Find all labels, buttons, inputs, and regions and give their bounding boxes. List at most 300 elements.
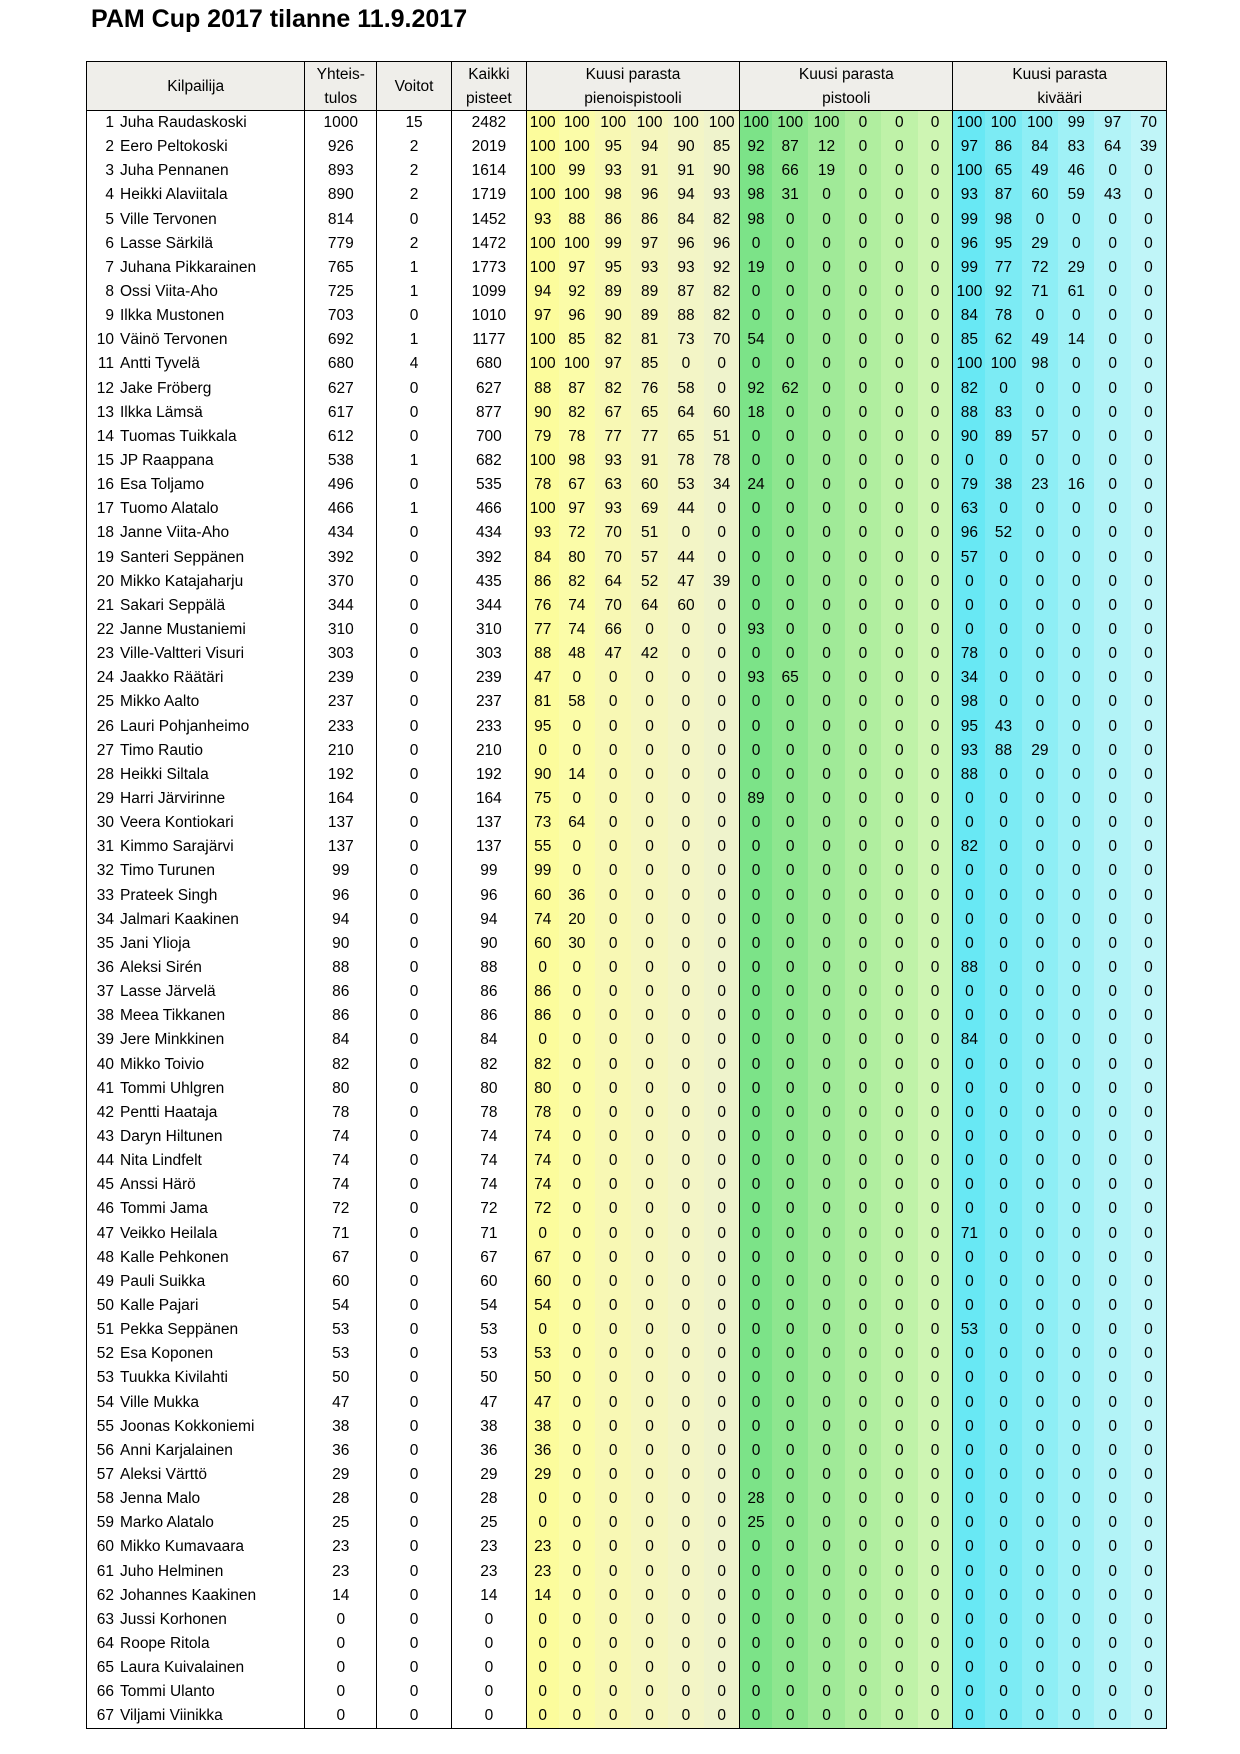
competitor-name: Tommi Uhlgren [120, 1079, 225, 1097]
kivaari-score: 0 [1022, 1415, 1058, 1439]
pienoispistooli-score: 0 [631, 1366, 667, 1390]
wins-cell: 0 [377, 739, 452, 763]
pistooli-score: 0 [918, 1342, 953, 1366]
kivaari-score: 0 [1094, 1439, 1130, 1463]
header-kivaari-line1: Kuusi parasta [953, 62, 1167, 87]
pienoispistooli-score: 0 [704, 1342, 739, 1366]
kivaari-score: 0 [985, 859, 1021, 883]
pienoispistooli-score: 51 [704, 425, 739, 449]
pienoispistooli-score: 100 [526, 183, 558, 207]
pistooli-score: 0 [845, 1704, 881, 1729]
pienoispistooli-score: 0 [631, 1632, 667, 1656]
kivaari-score: 0 [1022, 1656, 1058, 1680]
pienoispistooli-score: 78 [704, 449, 739, 473]
pienoispistooli-score: 36 [559, 884, 595, 908]
kivaari-score: 49 [1022, 159, 1058, 183]
kivaari-score: 88 [985, 739, 1021, 763]
competitor-name: Jake Fröberg [120, 379, 212, 397]
kivaari-score: 0 [1022, 1221, 1058, 1245]
kivaari-score: 0 [1131, 835, 1167, 859]
pistooli-score: 0 [740, 835, 772, 859]
rank-number: 25 [96, 693, 114, 711]
all-points-cell: 0 [451, 1704, 526, 1729]
kivaari-score: 0 [1131, 1028, 1167, 1052]
pienoispistooli-score: 0 [631, 763, 667, 787]
total-score-cell: 893 [305, 159, 377, 183]
pienoispistooli-score: 0 [526, 1511, 558, 1535]
competitor-cell [87, 739, 305, 763]
pienoispistooli-score: 0 [631, 739, 667, 763]
competitor-cell [87, 377, 305, 401]
pienoispistooli-score: 0 [595, 1390, 631, 1414]
pienoispistooli-score: 80 [559, 546, 595, 570]
kivaari-score: 0 [1058, 1463, 1094, 1487]
pistooli-score: 0 [845, 618, 881, 642]
pienoispistooli-score: 60 [526, 1270, 558, 1294]
table-row [87, 1632, 1167, 1656]
pienoispistooli-score: 86 [631, 208, 667, 232]
pistooli-score: 0 [918, 1125, 953, 1149]
pistooli-score: 0 [808, 1559, 844, 1583]
pistooli-score: 0 [918, 1608, 953, 1632]
pistooli-score: 0 [772, 763, 808, 787]
rank-number: 12 [96, 379, 114, 397]
pienoispistooli-score: 0 [631, 1656, 667, 1680]
kivaari-score: 0 [1058, 352, 1094, 376]
pistooli-score: 0 [881, 425, 917, 449]
header-kaikki-pisteet-line2: pisteet [451, 86, 526, 111]
pienoispistooli-score: 47 [595, 642, 631, 666]
pienoispistooli-score: 93 [668, 256, 704, 280]
total-score-cell: 90 [305, 932, 377, 956]
competitor-name: Janne Viita-Aho [120, 524, 230, 542]
total-score-cell: 54 [305, 1294, 377, 1318]
pienoispistooli-score: 0 [704, 1608, 739, 1632]
pistooli-score: 0 [881, 570, 917, 594]
pienoispistooli-score: 20 [559, 908, 595, 932]
kivaari-score: 0 [1094, 328, 1130, 352]
pienoispistooli-score: 100 [559, 135, 595, 159]
kivaari-score: 57 [1022, 425, 1058, 449]
competitor-cell [87, 763, 305, 787]
pistooli-score: 0 [808, 208, 844, 232]
kivaari-score: 86 [985, 135, 1021, 159]
pistooli-score: 0 [772, 1366, 808, 1390]
pistooli-score: 0 [918, 1028, 953, 1052]
kivaari-score: 0 [985, 980, 1021, 1004]
pienoispistooli-score: 92 [704, 256, 739, 280]
pienoispistooli-score: 82 [559, 401, 595, 425]
pienoispistooli-score: 74 [559, 618, 595, 642]
pienoispistooli-score: 67 [559, 473, 595, 497]
all-points-cell: 25 [451, 1511, 526, 1535]
kivaari-score: 0 [1131, 1390, 1167, 1414]
pistooli-score: 0 [881, 1680, 917, 1704]
kivaari-score: 0 [1131, 473, 1167, 497]
rank-number: 3 [105, 162, 114, 180]
pistooli-score: 0 [881, 1197, 917, 1221]
pistooli-score: 0 [772, 908, 808, 932]
total-score-cell: 78 [305, 1101, 377, 1125]
pistooli-score: 0 [881, 1584, 917, 1608]
pistooli-score: 0 [845, 1632, 881, 1656]
total-score-cell: 50 [305, 1366, 377, 1390]
pienoispistooli-score: 0 [704, 1390, 739, 1414]
pistooli-score: 0 [772, 1342, 808, 1366]
all-points-cell: 54 [451, 1294, 526, 1318]
pistooli-score: 0 [740, 1125, 772, 1149]
kivaari-score: 77 [985, 256, 1021, 280]
pienoispistooli-score: 0 [631, 1487, 667, 1511]
pienoispistooli-score: 100 [526, 449, 558, 473]
all-points-cell: 1099 [451, 280, 526, 304]
rank-number: 38 [96, 1007, 114, 1025]
competitor-name: Santeri Seppänen [120, 548, 245, 566]
wins-cell: 4 [377, 352, 452, 376]
pistooli-score: 0 [808, 956, 844, 980]
pistooli-score: 0 [881, 980, 917, 1004]
pistooli-score: 0 [845, 1366, 881, 1390]
pistooli-score: 0 [881, 1173, 917, 1197]
total-score-cell: 303 [305, 642, 377, 666]
kivaari-score: 0 [953, 594, 985, 618]
all-points-cell: 239 [451, 666, 526, 690]
pienoispistooli-score: 0 [704, 1680, 739, 1704]
table-row [87, 1294, 1167, 1318]
pienoispistooli-score: 0 [559, 1608, 595, 1632]
total-score-cell: 1000 [305, 111, 377, 136]
kivaari-score: 87 [985, 183, 1021, 207]
pienoispistooli-score: 0 [631, 1149, 667, 1173]
wins-cell: 2 [377, 183, 452, 207]
wins-cell: 0 [377, 811, 452, 835]
kivaari-score: 0 [1058, 884, 1094, 908]
wins-cell: 15 [377, 111, 452, 136]
pistooli-score: 0 [881, 1511, 917, 1535]
pienoispistooli-score: 0 [559, 739, 595, 763]
wins-cell: 1 [377, 256, 452, 280]
pienoispistooli-score: 0 [559, 1439, 595, 1463]
pienoispistooli-score: 0 [704, 1439, 739, 1463]
competitor-name: Tommi Ulanto [120, 1683, 215, 1701]
table-row [87, 208, 1167, 232]
competitor-name: Anni Karjalainen [120, 1441, 233, 1459]
kivaari-score: 0 [1022, 1439, 1058, 1463]
kivaari-score: 0 [985, 835, 1021, 859]
pienoispistooli-score: 0 [668, 1680, 704, 1704]
pistooli-score: 0 [808, 497, 844, 521]
kivaari-score: 0 [985, 1173, 1021, 1197]
all-points-cell: 74 [451, 1173, 526, 1197]
competitor-name: Ilkka Lämsä [120, 403, 203, 421]
pienoispistooli-score: 0 [668, 1390, 704, 1414]
kivaari-score: 0 [1094, 1052, 1130, 1076]
all-points-cell: 80 [451, 1077, 526, 1101]
kivaari-score: 0 [953, 1463, 985, 1487]
pienoispistooli-score: 0 [595, 1559, 631, 1583]
rank-number: 58 [96, 1490, 114, 1508]
pistooli-score: 0 [918, 546, 953, 570]
competitor-cell [87, 1535, 305, 1559]
total-score-cell: 680 [305, 352, 377, 376]
all-points-cell: 1010 [451, 304, 526, 328]
pienoispistooli-score: 0 [668, 1415, 704, 1439]
competitor-name: Jalmari Kaakinen [120, 910, 239, 928]
pienoispistooli-score: 0 [595, 1342, 631, 1366]
pienoispistooli-score: 100 [559, 183, 595, 207]
kivaari-score: 0 [1094, 1559, 1130, 1583]
pistooli-score: 0 [881, 208, 917, 232]
kivaari-score: 0 [953, 1052, 985, 1076]
total-score-cell: 72 [305, 1197, 377, 1221]
pistooli-score: 0 [808, 811, 844, 835]
pistooli-score: 98 [740, 183, 772, 207]
pistooli-score: 0 [808, 1342, 844, 1366]
competitor-cell [87, 956, 305, 980]
pistooli-score: 0 [740, 1559, 772, 1583]
kivaari-score: 100 [1022, 111, 1058, 136]
table-row [87, 739, 1167, 763]
wins-cell: 1 [377, 449, 452, 473]
pienoispistooli-score: 0 [704, 1535, 739, 1559]
competitor-cell [87, 1101, 305, 1125]
pistooli-score: 0 [772, 1680, 808, 1704]
kivaari-score: 0 [1131, 932, 1167, 956]
kivaari-score: 0 [1022, 1390, 1058, 1414]
competitor-name: Ville-Valtteri Visuri [120, 645, 245, 663]
pienoispistooli-score: 0 [595, 1246, 631, 1270]
pistooli-score: 0 [881, 135, 917, 159]
pienoispistooli-score: 0 [704, 1270, 739, 1294]
competitor-name: Esa Koponen [120, 1345, 214, 1363]
pienoispistooli-score: 0 [668, 739, 704, 763]
table-row [87, 1246, 1167, 1270]
total-score-cell: 164 [305, 787, 377, 811]
pienoispistooli-score: 0 [526, 739, 558, 763]
pienoispistooli-score: 0 [631, 1584, 667, 1608]
pienoispistooli-score: 52 [631, 570, 667, 594]
pistooli-score: 0 [808, 594, 844, 618]
pistooli-score: 0 [740, 884, 772, 908]
kivaari-score: 0 [1131, 1535, 1167, 1559]
pienoispistooli-score: 100 [595, 111, 631, 136]
all-points-cell: 28 [451, 1487, 526, 1511]
pistooli-score: 0 [740, 1463, 772, 1487]
pienoispistooli-score: 0 [595, 715, 631, 739]
rank-number: 17 [96, 500, 114, 518]
pistooli-score: 87 [772, 135, 808, 159]
pienoispistooli-score: 95 [526, 715, 558, 739]
pistooli-score: 0 [772, 304, 808, 328]
pistooli-score: 0 [808, 980, 844, 1004]
competitor-cell [87, 546, 305, 570]
all-points-cell: 29 [451, 1463, 526, 1487]
pienoispistooli-score: 0 [559, 1173, 595, 1197]
pistooli-score: 0 [772, 618, 808, 642]
pistooli-score: 0 [845, 1559, 881, 1583]
kivaari-score: 0 [985, 377, 1021, 401]
wins-cell: 0 [377, 208, 452, 232]
pistooli-score: 0 [881, 1535, 917, 1559]
all-points-cell: 164 [451, 787, 526, 811]
pistooli-score: 0 [740, 1704, 772, 1729]
pienoispistooli-score: 0 [668, 787, 704, 811]
pistooli-score: 0 [918, 739, 953, 763]
pistooli-score: 0 [881, 546, 917, 570]
rank-number: 22 [96, 621, 114, 639]
pistooli-score: 0 [918, 1173, 953, 1197]
kivaari-score: 0 [1131, 1294, 1167, 1318]
kivaari-score: 0 [1022, 1342, 1058, 1366]
pistooli-score: 0 [845, 1197, 881, 1221]
kivaari-score: 0 [985, 1004, 1021, 1028]
rank-number: 53 [96, 1369, 114, 1387]
pistooli-score: 0 [845, 642, 881, 666]
total-score-cell: 617 [305, 401, 377, 425]
table-row [87, 835, 1167, 859]
pistooli-score: 0 [918, 1101, 953, 1125]
kivaari-score: 0 [985, 1487, 1021, 1511]
pienoispistooli-score: 0 [631, 1294, 667, 1318]
kivaari-score: 52 [985, 521, 1021, 545]
pistooli-score: 0 [845, 594, 881, 618]
pienoispistooli-score: 0 [526, 1221, 558, 1245]
competitor-name: Veera Kontiokari [120, 814, 234, 832]
kivaari-score: 0 [953, 1680, 985, 1704]
kivaari-score: 0 [985, 1390, 1021, 1414]
competitor-cell [87, 1632, 305, 1656]
table-row [87, 352, 1167, 376]
kivaari-score: 0 [1131, 1511, 1167, 1535]
pistooli-score: 0 [845, 859, 881, 883]
pienoispistooli-score: 0 [559, 1077, 595, 1101]
pienoispistooli-score: 93 [595, 497, 631, 521]
pistooli-score: 0 [808, 618, 844, 642]
pienoispistooli-score: 88 [526, 377, 558, 401]
kivaari-score: 29 [1022, 739, 1058, 763]
pistooli-score: 0 [845, 1608, 881, 1632]
competitor-name: Mikko Katajaharju [120, 572, 244, 590]
pienoispistooli-score: 0 [595, 1535, 631, 1559]
competitor-cell [87, 1294, 305, 1318]
total-score-cell: 779 [305, 232, 377, 256]
pienoispistooli-score: 87 [559, 377, 595, 401]
pienoispistooli-score: 93 [631, 256, 667, 280]
table-row [87, 787, 1167, 811]
total-score-cell: 310 [305, 618, 377, 642]
pienoispistooli-score: 100 [559, 111, 595, 136]
kivaari-score: 0 [1058, 763, 1094, 787]
pienoispistooli-score: 90 [704, 159, 739, 183]
competitor-name: Sakari Seppälä [120, 596, 226, 614]
pistooli-score: 0 [845, 232, 881, 256]
pienoispistooli-score: 0 [704, 1559, 739, 1583]
table-row [87, 1173, 1167, 1197]
header-yhteistulos-line2: tulos [305, 86, 377, 111]
table-row [87, 328, 1167, 352]
pistooli-score: 0 [845, 280, 881, 304]
pienoispistooli-score: 47 [526, 666, 558, 690]
pistooli-score: 0 [881, 715, 917, 739]
pistooli-score: 0 [918, 497, 953, 521]
competitor-cell [87, 1342, 305, 1366]
rank-number: 50 [96, 1296, 114, 1314]
pienoispistooli-score: 0 [704, 1077, 739, 1101]
pistooli-score: 0 [918, 1221, 953, 1245]
pienoispistooli-score: 0 [704, 546, 739, 570]
kivaari-score: 0 [1094, 1584, 1130, 1608]
pienoispistooli-score: 14 [559, 763, 595, 787]
pienoispistooli-score: 96 [704, 232, 739, 256]
kivaari-score: 98 [953, 690, 985, 714]
kivaari-score: 100 [953, 352, 985, 376]
total-score-cell: 29 [305, 1463, 377, 1487]
pistooli-score: 0 [808, 570, 844, 594]
pienoispistooli-score: 74 [526, 1149, 558, 1173]
pienoispistooli-score: 86 [526, 570, 558, 594]
pistooli-score: 0 [808, 232, 844, 256]
total-score-cell: 47 [305, 1390, 377, 1414]
pienoispistooli-score: 0 [668, 618, 704, 642]
pistooli-score: 0 [845, 1439, 881, 1463]
total-score-cell: 239 [305, 666, 377, 690]
pienoispistooli-score: 0 [704, 666, 739, 690]
rank-number: 55 [96, 1417, 114, 1435]
rank-number: 49 [96, 1272, 114, 1290]
pistooli-score: 0 [881, 884, 917, 908]
kivaari-score: 0 [1022, 1270, 1058, 1294]
pienoispistooli-score: 0 [704, 1318, 739, 1342]
pistooli-score: 0 [808, 1632, 844, 1656]
competitor-name: Eero Peltokoski [120, 138, 228, 156]
pistooli-score: 0 [881, 835, 917, 859]
kivaari-score: 84 [1022, 135, 1058, 159]
pistooli-score: 0 [808, 1390, 844, 1414]
kivaari-score: 0 [1094, 1656, 1130, 1680]
pistooli-score: 62 [772, 377, 808, 401]
total-score-cell: 233 [305, 715, 377, 739]
kivaari-score: 0 [1058, 1390, 1094, 1414]
pistooli-score: 89 [740, 787, 772, 811]
competitor-name: Tuukka Kivilahti [120, 1369, 228, 1387]
kivaari-score: 0 [1094, 401, 1130, 425]
competitor-cell [87, 570, 305, 594]
pienoispistooli-score: 0 [668, 666, 704, 690]
kivaari-score: 0 [1131, 1077, 1167, 1101]
pistooli-score: 0 [740, 449, 772, 473]
pistooli-score: 0 [808, 1704, 844, 1729]
pienoispistooli-score: 0 [559, 1149, 595, 1173]
pistooli-score: 0 [808, 715, 844, 739]
competitor-cell [87, 232, 305, 256]
pienoispistooli-score: 0 [595, 1656, 631, 1680]
kivaari-score: 0 [1058, 1656, 1094, 1680]
kivaari-score: 61 [1058, 280, 1094, 304]
rank-number: 46 [96, 1200, 114, 1218]
pistooli-score: 0 [808, 1270, 844, 1294]
table-row [87, 1028, 1167, 1052]
total-score-cell: 344 [305, 594, 377, 618]
wins-cell: 0 [377, 1439, 452, 1463]
pienoispistooli-score: 0 [668, 1221, 704, 1245]
pienoispistooli-score: 91 [668, 159, 704, 183]
total-score-cell: 94 [305, 908, 377, 932]
table-row [87, 859, 1167, 883]
kivaari-score: 0 [1131, 1125, 1167, 1149]
wins-cell: 0 [377, 859, 452, 883]
all-points-cell: 74 [451, 1125, 526, 1149]
pistooli-score: 0 [918, 859, 953, 883]
